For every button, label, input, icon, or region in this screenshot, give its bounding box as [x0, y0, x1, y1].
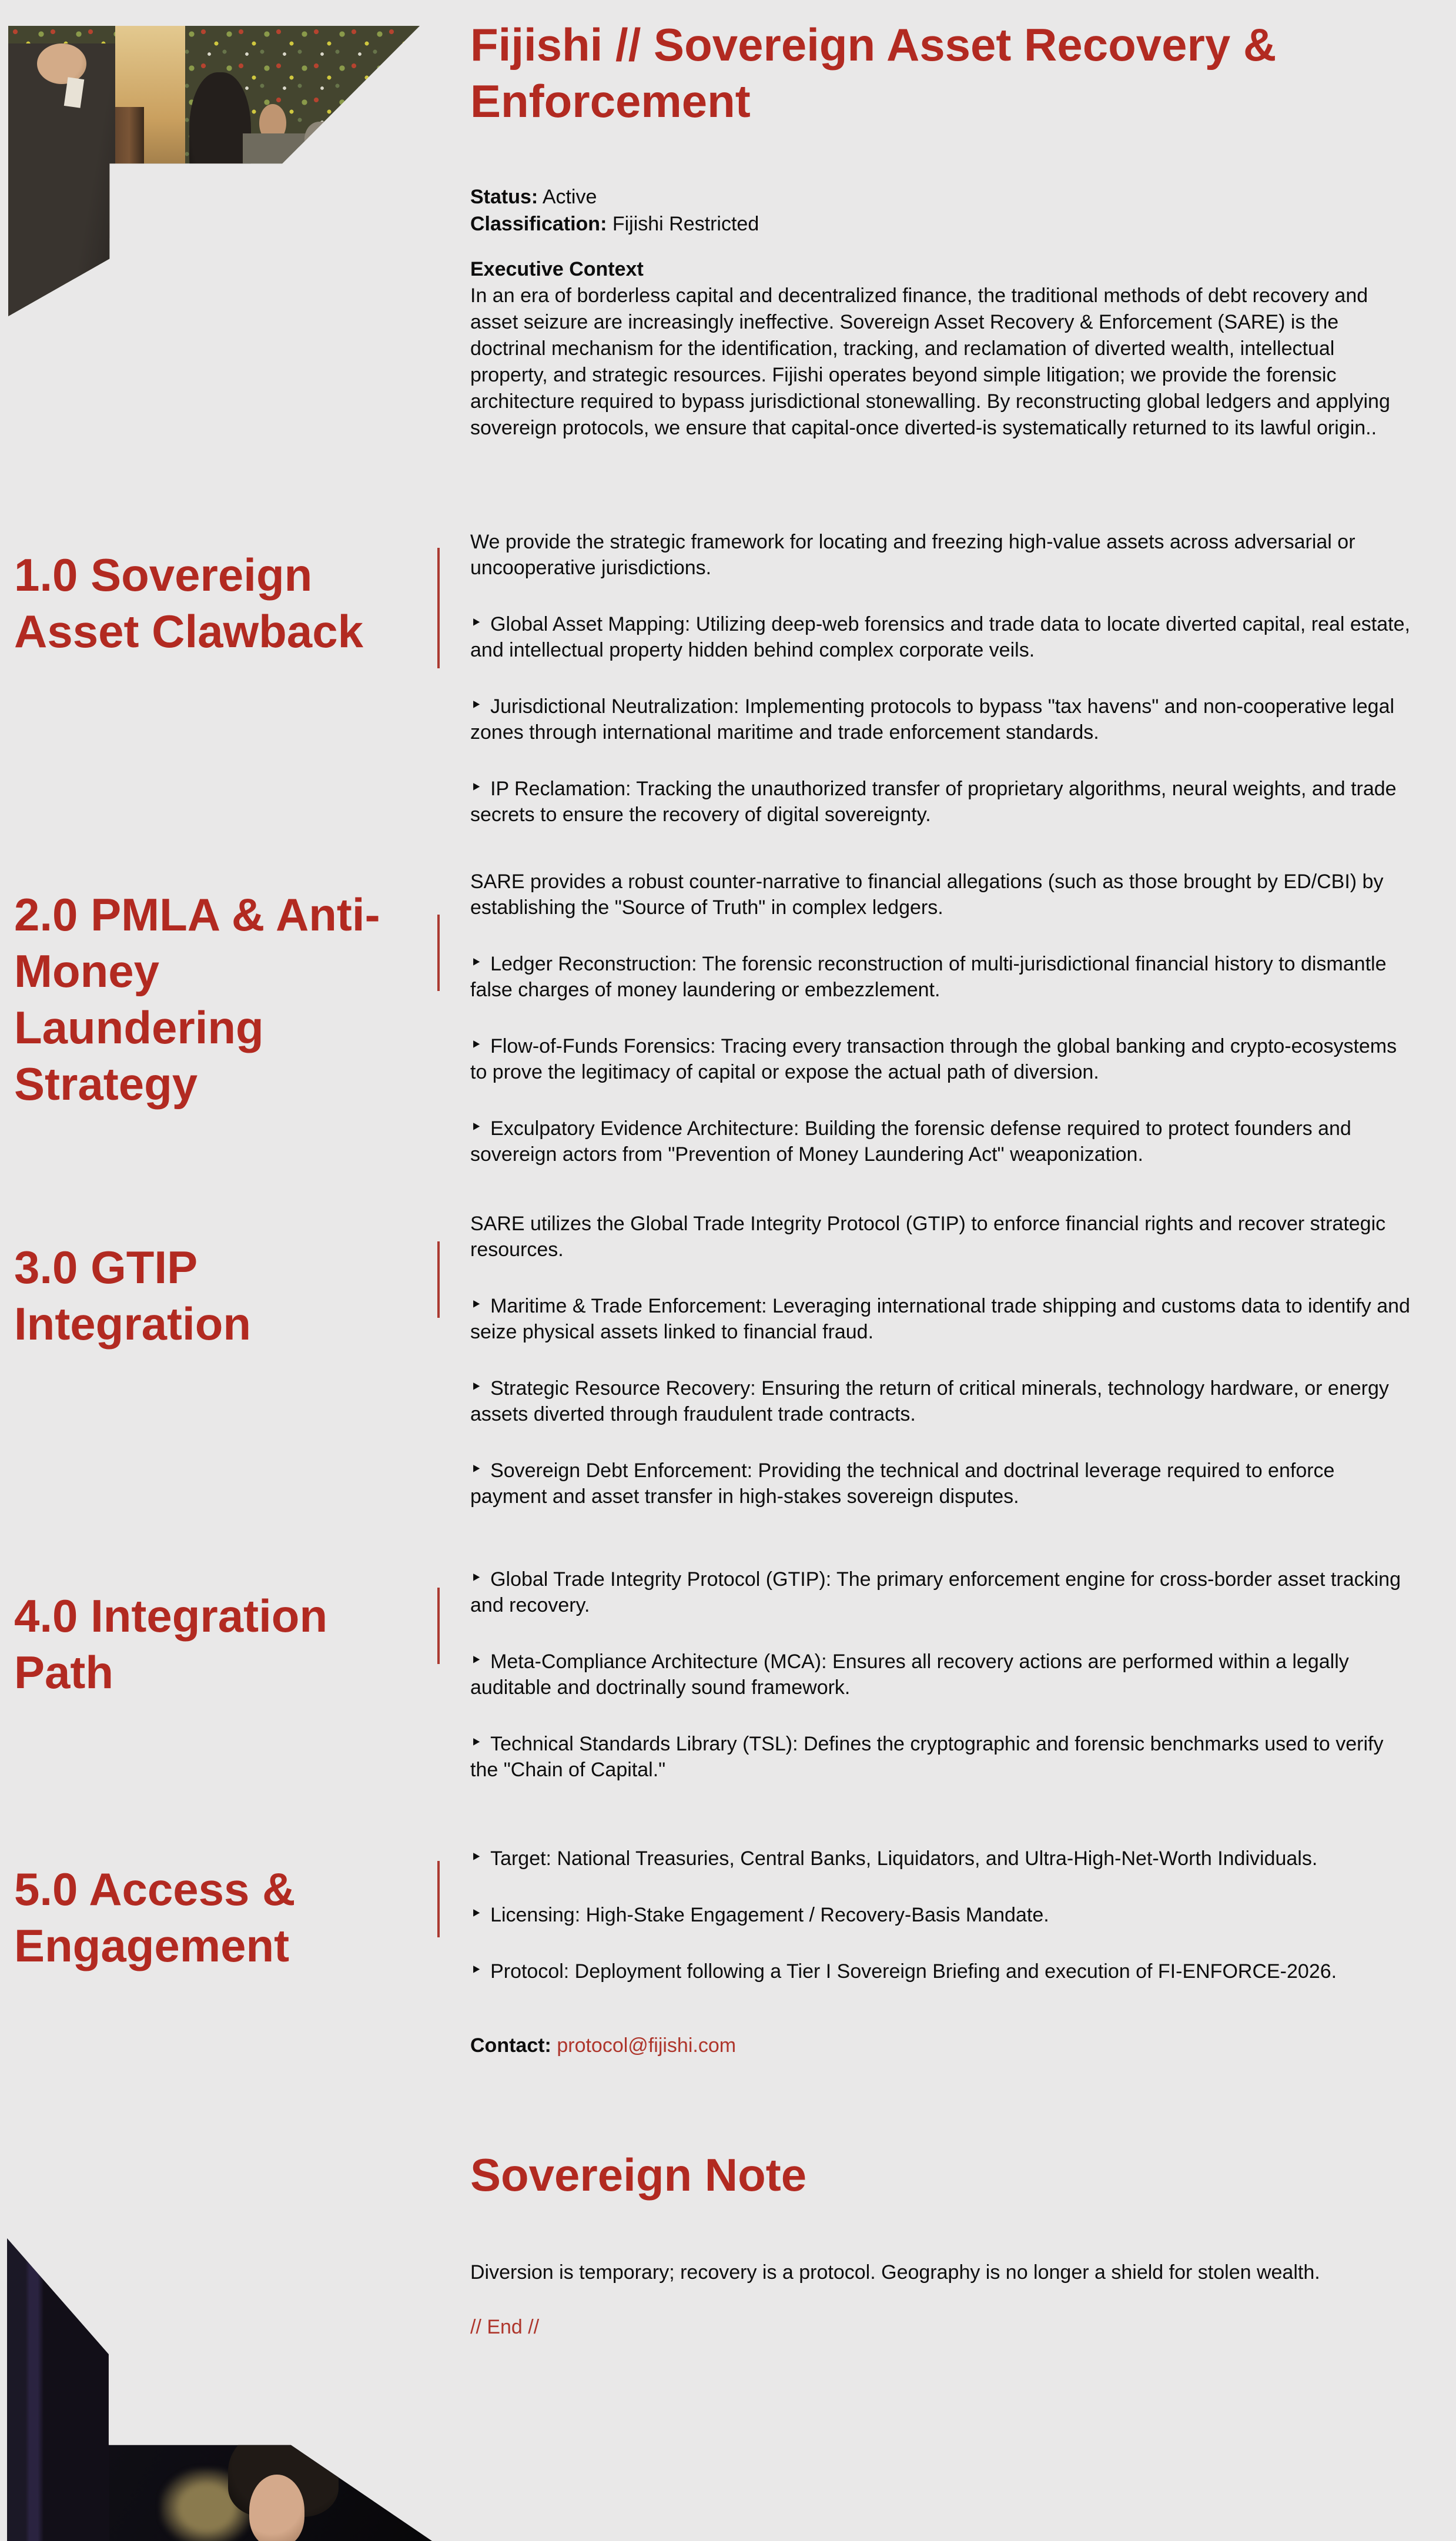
triangle-bullet-icon: ‣	[470, 1903, 483, 1925]
triangle-bullet-icon: ‣	[470, 952, 483, 974]
background-guest	[304, 122, 342, 165]
section-divider	[437, 1861, 440, 1937]
analyst-photo	[7, 2238, 432, 2541]
list-item-text: Strategic Resource Recovery: Ensuring the return of critical minerals, technology hardware, or energy assets diverted through fraudulent trade contracts.	[470, 1377, 1389, 1425]
status-value: Active	[542, 186, 597, 208]
page-title: Fijishi // Sovereign Asset Recovery & Enforcement	[470, 19, 1277, 127]
dark-monitor-column	[7, 2238, 109, 2541]
status-label: Status:	[470, 186, 538, 208]
list-item-text: Exculpatory Evidence Architecture: Building the forensic defense required to protect founders and sovereign actors from "Prevention of Money Laundering Act" weaponization.	[470, 1117, 1351, 1166]
list-item-text: Ledger Reconstruction: The forensic reconstruction of multi-jurisdictional financial history to dismantle false charges of money laundering or embezzlement.	[470, 953, 1387, 1001]
executive-context-body: In an era of borderless capital and decentralized finance, the traditional methods of debt recovery and asset seizure are increasingly ineffective. Sovereign Asset Recovery & Enforcement (SARE) is the doctrinal mechanism for the identification, tracking, and reclamation of diverted wealth, intellectual property, and strategic resources. Fijishi operates beyond simple litigation; we provide the forensic architecture required to bypass jurisdictional stonewalling. By reconstructing global ledgers and applying sovereign protocols, we ensure that capital-once diverted-is systematically returned to its lawful origin..	[470, 284, 1390, 439]
list-item	[470, 951, 1411, 1003]
list-item	[470, 1959, 1411, 1984]
list-item-text: IP Reclamation: Tracking the unauthorized transfer of proprietary algorithms, neural weights, and trade secrets to ensure the recovery of digital sovereignty.	[470, 778, 1397, 826]
contact-email-link[interactable]: protocol@fijishi.com	[557, 2034, 737, 2057]
list-item-text: Licensing: High-Stake Engagement / Recovery-Basis Mandate.	[490, 1904, 1049, 1926]
man-in-suit	[8, 43, 115, 316]
section-heading: 2.0 PMLA & Anti-Money Laundering Strategy	[14, 889, 380, 1110]
contact-line	[470, 2033, 1411, 2058]
header	[470, 16, 1411, 441]
list-item	[470, 1902, 1411, 1928]
classification-label: Classification:	[470, 213, 607, 235]
list-item	[470, 1458, 1411, 1509]
list-item	[470, 611, 1411, 663]
triangle-bullet-icon: ‣	[470, 1458, 483, 1481]
triangle-bullet-icon: ‣	[470, 1732, 483, 1754]
executive-context-heading: Executive Context	[470, 258, 644, 280]
triangle-bullet-icon: ‣	[470, 1034, 483, 1056]
section-intro: We provide the strategic framework for locating and freezing high-value assets across adversarial or uncooperative jurisdictions.	[470, 531, 1355, 579]
list-item-text: Jurisdictional Neutralization: Implementing protocols to bypass "tax havens" and non-cooperative legal zones through international maritime and trade enforcement standards.	[470, 695, 1395, 744]
triangle-bullet-icon: ‣	[470, 1376, 483, 1398]
man-head	[37, 43, 86, 84]
section-divider	[437, 915, 440, 991]
list-item	[470, 1649, 1411, 1700]
list-item	[470, 1293, 1411, 1345]
list-item	[470, 1846, 1411, 1872]
footer	[470, 2147, 1411, 2341]
triangle-bullet-icon: ‣	[470, 694, 483, 717]
triangle-bullet-icon: ‣	[470, 1649, 483, 1672]
list-item	[470, 776, 1411, 828]
triangle-bullet-icon: ‣	[470, 1959, 483, 1981]
list-item-text: Flow-of-Funds Forensics: Tracing every transaction through the global banking and crypto-ecosystems to prove the legitimacy of capital or expose the actual path of diversion.	[470, 1035, 1397, 1083]
list-item-text: Sovereign Debt Enforcement: Providing the technical and doctrinal leverage required to enforce payment and asset transfer in high-stakes sovereign disputes.	[470, 1459, 1335, 1508]
sovereign-note-text: Diversion is temporary; recovery is a protocol. Geography is no longer a shield for stolen wealth.	[470, 2261, 1320, 2284]
list-item-text: Maritime & Trade Enforcement: Leveraging international trade shipping and customs data to identify and seize physical assets linked to financial fraud.	[470, 1295, 1410, 1343]
list-item	[470, 1116, 1411, 1167]
section-heading: 3.0 GTIP Integration	[14, 1241, 251, 1350]
triangle-bullet-icon: ‣	[470, 776, 483, 799]
list-item-text: Technical Standards Library (TSL): Defines the cryptographic and forensic benchmarks used to verify the "Chain of Capital."	[470, 1733, 1384, 1781]
status-line	[470, 183, 1411, 210]
section-intro: SARE provides a robust counter-narrative to financial allegations (such as those brought by ED/CBI) by establishing the "Source of Truth" in complex ledgers.	[470, 871, 1384, 919]
triangle-bullet-icon: ‣	[470, 1846, 483, 1869]
list-item	[470, 1731, 1411, 1783]
triangle-bullet-icon: ‣	[470, 612, 483, 634]
list-item	[470, 694, 1411, 745]
list-item-text: Global Trade Integrity Protocol (GTIP): The primary enforcement engine for cross-border asset tracking and recovery.	[470, 1568, 1401, 1616]
second-man-body	[243, 133, 309, 165]
end-marker: // End //	[470, 2316, 540, 2338]
reception-photo	[8, 26, 420, 316]
classification-line	[470, 210, 1411, 237]
section-heading: 5.0 Access & Engagement	[14, 1863, 296, 1971]
woman-dark-hair	[189, 72, 251, 194]
triangle-bullet-icon: ‣	[470, 1567, 483, 1589]
section-divider	[437, 548, 440, 668]
list-item-text: Meta-Compliance Architecture (MCA): Ensures all recovery actions are performed within a legally auditable and doctrinally sound framework.	[470, 1651, 1349, 1699]
list-item-text: Target: National Treasuries, Central Banks, Liquidators, and Ultra-High-Net-Worth Individuals.	[490, 1847, 1318, 1870]
triangle-bullet-icon: ‣	[470, 1294, 483, 1316]
list-item	[470, 1033, 1411, 1085]
section-heading: 4.0 Integration Path	[14, 1590, 328, 1698]
list-item	[470, 1566, 1411, 1618]
section-divider	[437, 1241, 440, 1318]
list-item-text: Global Asset Mapping: Utilizing deep-web forensics and trade data to locate diverted capital, real estate, and intellectual property hidden behind complex corporate veils.	[470, 613, 1410, 661]
triangle-bullet-icon: ‣	[470, 1116, 483, 1139]
sovereign-note-heading: Sovereign Note	[470, 2149, 807, 2201]
section-heading: 1.0 Sovereign Asset Clawback	[14, 549, 363, 657]
section-intro: SARE utilizes the Global Trade Integrity Protocol (GTIP) to enforce financial rights and recover strategic resources.	[470, 1213, 1386, 1261]
classification-value: Fijishi Restricted	[612, 213, 759, 235]
list-item	[470, 1375, 1411, 1427]
list-item-text: Protocol: Deployment following a Tier I Sovereign Briefing and execution of FI-ENFORCE-2026.	[490, 1960, 1337, 1983]
contact-label: Contact:	[470, 2034, 551, 2057]
section-divider	[437, 1588, 440, 1664]
